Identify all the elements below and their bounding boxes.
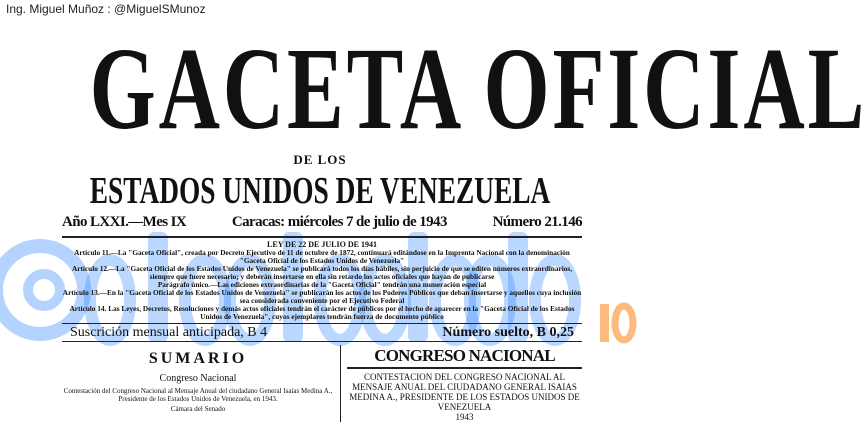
masthead-title: GACETA OFICIAL (89, 23, 867, 154)
watermark-suffix-shape (600, 304, 609, 342)
masthead-de-los: DE LOS (293, 152, 347, 167)
law-article: Artículo 12.—La "Gaceta Oficial de los Estados Unidos de Venezuela" se publicará todos los días hábiles, sin perjuicio de que se editen números extraordinarios, siempre que fuere necesario; y deberán insertarse en ella sin retardo los actos oficiales que hayan de publicarse (71, 264, 573, 281)
sumario-next: Cámara del Senado (170, 405, 226, 413)
dateline-number: Número 21.146 (492, 214, 582, 230)
subscription-price: Suscrición mensual anticipada, B 4 (70, 325, 268, 340)
sumario-item: Contestación del Congreso Nacional al Mensaje Anual del ciudadano General Isaías Medina A., Presidente de los Estados Unidos de Venezuela, en 1943. (63, 387, 333, 403)
columns (62, 345, 582, 422)
law-heading: LEY DE 22 DE JULIO DE 1941 (267, 240, 377, 249)
dateline-year: Año LXXI.—Mes IX (62, 214, 187, 230)
masthead-country: ESTADOS UNIDOS DE VENEZUELA (89, 170, 551, 212)
author-credit: Ing. Miguel Muñoz : @MiguelSMunoz (6, 2, 206, 16)
sumario-column (62, 345, 340, 422)
divider (62, 341, 582, 342)
watermark-suffix-shape (615, 306, 633, 340)
congreso-text: CONTESTACION DEL CONGRESO NACIONAL AL MENSAJE ANUAL DEL CIUDADANO GENERAL ISAIAS MEDINA A., PRESIDENTE DE LOS ESTADOS UNIDOS DE VENEZUELA (349, 372, 580, 412)
watermark-at-inner (28, 274, 60, 306)
single-issue-price: Número suelto, B 0,25 (442, 325, 574, 340)
price-row (62, 324, 582, 341)
congreso-heading: CONGRESO NACIONAL (374, 346, 555, 365)
law-paragraph: Parágrafo único.—Las ediciones extraordinarias de la "Gaceta Oficial" tendrán una numeración especial (157, 280, 487, 289)
divider (347, 367, 582, 369)
dateline-date: Caracas: miércoles 7 de julio de 1943 (231, 214, 447, 230)
dateline (62, 213, 582, 231)
lower-section (62, 236, 582, 422)
congreso-column (340, 345, 582, 422)
law-article: Artículo 11.—La "Gaceta Oficial", creada por Decreto Ejecutivo de 11 de octubre de 1872, continuará editándose en la Imprenta Nacional con la denominación "Gaceta Oficial de los Estados Unidos de Venezuela" (74, 248, 570, 265)
sumario-heading: SUMARIO (148, 350, 248, 367)
divider (62, 236, 582, 238)
sumario-section: Congreso Nacional (159, 373, 237, 384)
congreso-year: 1943 (455, 412, 474, 422)
law-article: Artículo 13.—En la "Gaceta Oficial de los Estados Unidos de Venezuela" se publicarán los actos de los Poderes Públicos que deban insertarse y aquellos cuya inclusión sea considerada conveniente por el Ejecutivo Federal (62, 288, 582, 305)
law-article: Artículo 14. Las Leyes, Decretos, Resoluciones y demás actos oficiales tendrán el carácter de públicos por el hecho de aparecer en la "Gaceta Oficial de los Estados Unidos de Venezuela", cuyos ejemplares tendrán fuerza de documento público (69, 304, 575, 321)
